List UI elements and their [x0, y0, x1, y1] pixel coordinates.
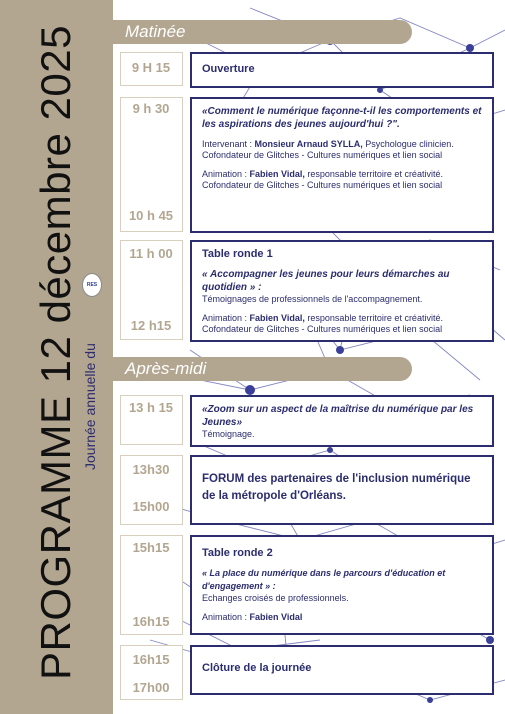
time-start: 9 H 15	[131, 60, 171, 75]
time-start: 13h30	[132, 462, 170, 477]
animation-affiliation: Cofondateur de Glitches - Cultures numériques et lien social	[202, 324, 443, 334]
section-morning: Matinée	[113, 20, 412, 44]
event-conference	[190, 97, 494, 233]
time-start: 9 h 30	[132, 101, 170, 116]
page-subtitle: Journée annuelle du	[82, 343, 98, 470]
speaker-affiliation: Cofondateur de Glitches - Cultures numériques et lien social	[202, 150, 443, 160]
time-end: 17h00	[132, 680, 170, 695]
event-zoom	[190, 395, 494, 447]
event-description: Témoignages de professionnels de l'accompagnement.	[202, 294, 423, 304]
animation-line: Animation : Fabien Vidal, responsable territoire et créativité.	[202, 169, 443, 179]
event-title: Table ronde 2	[202, 547, 273, 559]
event-table-ronde-1	[190, 240, 494, 342]
event-title: Clôture de la journée	[202, 662, 312, 674]
animation-affiliation: Cofondateur de Glitches - Cultures numériques et lien social	[202, 180, 443, 190]
time-end: 12 h15	[130, 318, 172, 333]
time-start: 15h15	[132, 540, 170, 555]
animation-line: Animation : Fabien Vidal, responsable territoire et créativité.	[202, 313, 443, 323]
time-start: 16h15	[132, 652, 170, 667]
time-start: 13 h 15	[128, 400, 174, 415]
event-subtitle: « La place du numérique dans le parcours d'éducation et d'engagement » :	[202, 568, 446, 591]
event-description: Témoignage.	[202, 429, 255, 439]
speaker-line: Intervenant : Monsieur Arnaud SYLLA, Psychologue clinicien.	[202, 139, 454, 149]
event-description: Echanges croisés de professionnels.	[202, 593, 349, 603]
section-afternoon: Après-midi	[113, 357, 412, 381]
page-title: PROGRAMME 12 décembre 2025	[32, 25, 79, 680]
res-logo: RES	[82, 273, 102, 297]
time-start: 11 h 00	[129, 246, 173, 261]
event-subtitle: « Accompagner les jeunes pour leurs démarches au quotidien » :	[202, 269, 450, 293]
event-title: «Zoom sur un aspect de la maîtrise du numérique par les Jeunes»	[202, 404, 474, 428]
animation-line: Animation : Fabien Vidal	[202, 612, 303, 622]
time-end: 16h15	[132, 614, 170, 629]
time-end: 15h00	[132, 499, 170, 514]
time-end: 10 h 45	[128, 208, 174, 223]
event-forum	[190, 455, 494, 525]
event-title: Ouverture	[202, 63, 255, 75]
event-title: FORUM des partenaires de l'inclusion numérique de la métropole d'Orléans.	[202, 473, 471, 502]
event-table-ronde-2	[190, 535, 494, 635]
event-cloture	[190, 645, 494, 695]
event-title: «Comment le numérique façonne-t-il les comportements et les aspirations des jeunes aujourd'hui ?".	[202, 106, 482, 130]
event-ouverture	[190, 52, 494, 88]
event-title: Table ronde 1	[202, 248, 273, 260]
